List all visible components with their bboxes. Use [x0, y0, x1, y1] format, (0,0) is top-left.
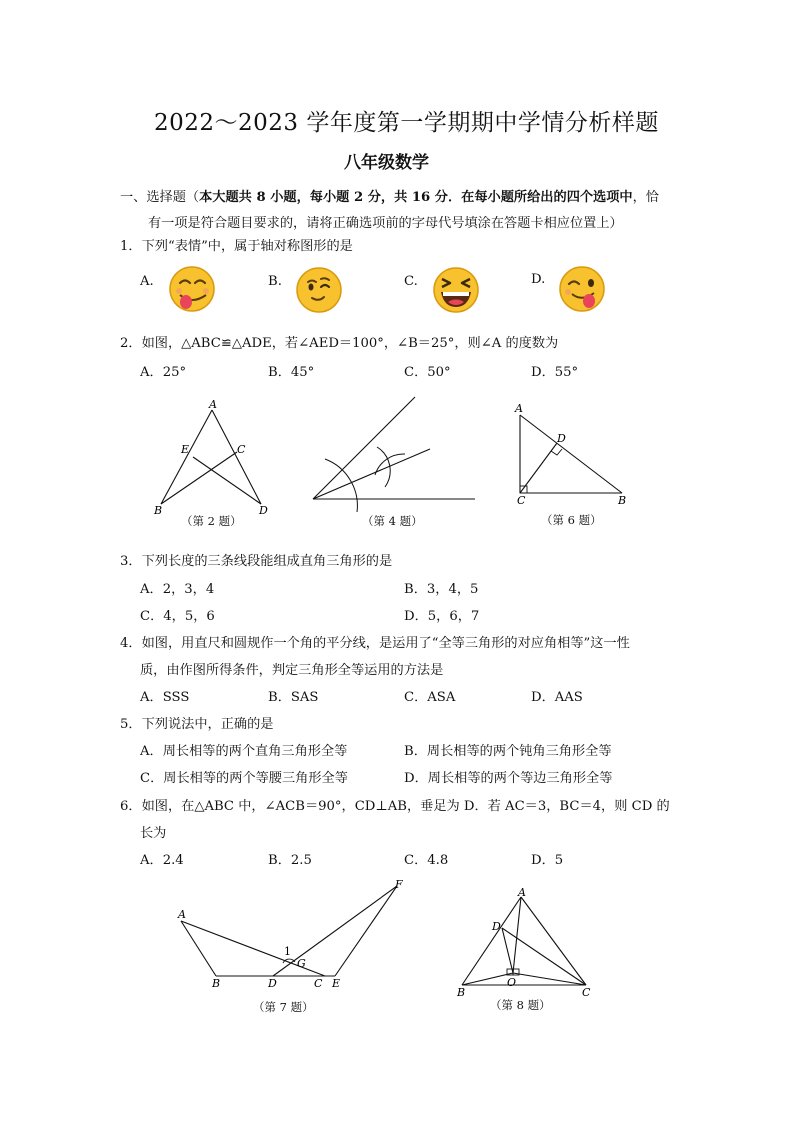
- fig7-label-c: C: [314, 977, 323, 990]
- fig7-label-f: F: [395, 878, 403, 891]
- fig6-label-a: A: [515, 402, 523, 415]
- fig8-caption: （第 8 题）: [490, 998, 551, 1012]
- fig8-label-c: C: [582, 986, 591, 999]
- fig6-caption: （第 6 题）: [541, 513, 602, 527]
- fig8-label-b: B: [457, 986, 466, 999]
- q1-option-a: A.: [140, 274, 154, 289]
- figure-4-diagram: [305, 392, 480, 517]
- fig2-label-c: C: [237, 443, 246, 456]
- q5-option-d: D．周长相等的两个等边三角形全等: [404, 771, 613, 786]
- section-heading-line2: 有一项是符合题目要求的，请将正确选项前的字母代号填涂在答题卡相应位置上）: [148, 216, 623, 231]
- fig7-caption: （第 7 题）: [253, 1000, 314, 1014]
- q6-option-d: D．5: [531, 853, 564, 868]
- page-subtitle: 八年级数学: [344, 153, 429, 173]
- fig7-label-g: G: [297, 957, 306, 970]
- figure-6-diagram: [510, 400, 635, 510]
- q6-option-b: B．2.5: [268, 853, 312, 868]
- q6-option-a: A．2.4: [140, 853, 184, 868]
- fig8-label-d: D: [492, 920, 501, 933]
- fig8-label-a: A: [518, 886, 526, 899]
- fig2-caption: （第 2 题）: [181, 514, 242, 528]
- q5-option-b: B．周长相等的两个钝角三角形全等: [404, 744, 612, 759]
- fig6-label-b: B: [618, 494, 627, 507]
- fig2-label-d: D: [259, 504, 268, 517]
- fig8-label-o: O: [507, 976, 517, 989]
- q3-option-b: B．3，4，5: [404, 582, 479, 597]
- q5-option-a: A．周长相等的两个直角三角形全等: [140, 744, 348, 759]
- q6-option-c: C．4.8: [404, 853, 449, 868]
- fig7-label-a: A: [178, 908, 186, 921]
- q1-option-b: B.: [268, 274, 282, 289]
- q2-option-b: B．45°: [268, 365, 315, 380]
- q2-option-a: A．25°: [140, 365, 187, 380]
- tongue-emoji-icon: [168, 265, 218, 315]
- wink-emoji-icon: [295, 265, 345, 315]
- q6-stem-line1: 6．如图，在△ABC 中，∠ACB＝90°，CD⊥AB，垂足为 D．若 AC＝3，BC＝4，则 CD 的: [120, 799, 670, 814]
- fig6-label-c: C: [517, 494, 526, 507]
- fig4-caption: （第 4 题）: [362, 514, 423, 528]
- tongue-wink-emoji-icon: [558, 265, 608, 315]
- q4-stem-line2: 质，由作图所得条件，判定三角形全等运用的方法是: [140, 663, 444, 678]
- q4-option-b: B．SAS: [268, 690, 319, 705]
- q2-stem: 2．如图，△ABC≌△ADE，若∠AED＝100°，∠B＝25°，则∠A 的度数为: [120, 336, 559, 351]
- fig6-label-d: D: [557, 432, 566, 445]
- q1-option-c: C.: [404, 274, 418, 289]
- q3-option-d: D．5，6，7: [404, 609, 480, 624]
- figure-7-diagram: [170, 876, 410, 996]
- q1-stem: 1．下列“表情”中，属于轴对称图形的是: [120, 239, 353, 254]
- fig7-label-e: E: [332, 977, 341, 990]
- q5-option-c: C．周长相等的两个等腰三角形全等: [140, 771, 348, 786]
- q4-option-c: C．ASA: [404, 690, 456, 705]
- figure-8-diagram: [452, 885, 602, 1000]
- fig7-label-d: D: [268, 977, 277, 990]
- laughing-emoji-icon: [430, 265, 482, 315]
- fig2-label-b: B: [154, 504, 163, 517]
- q1-option-d: D.: [531, 272, 546, 287]
- page-title: 2022～2023 学年度第一学期期中学情分析样题: [154, 110, 659, 136]
- q3-stem: 3．下列长度的三条线段能组成直角三角形的是: [120, 554, 393, 569]
- q6-stem-line2: 长为: [140, 826, 167, 841]
- q4-option-a: A．SSS: [140, 690, 190, 705]
- section-heading: 一、选择题（本大题共 8 小题，每小题 2 分，共 16 分．在每小题所给出的四个选项中，恰: [120, 190, 659, 205]
- fig7-label-angle-1: 1: [284, 945, 291, 958]
- fig7-label-b: B: [212, 977, 221, 990]
- q4-option-d: D．AAS: [531, 690, 583, 705]
- fig2-label-a: A: [209, 398, 217, 411]
- q3-option-a: A．2，3，4: [140, 582, 215, 597]
- figure-2-diagram: [150, 395, 280, 520]
- q4-stem-line1: 4．如图，用直尺和圆规作一个角的平分线，是运用了“全等三角形的对应角相等”这一性: [120, 636, 630, 651]
- q3-option-c: C．4，5，6: [140, 609, 215, 624]
- fig2-label-e: E: [181, 443, 190, 456]
- q2-option-d: D．55°: [531, 365, 579, 380]
- q2-option-c: C．50°: [404, 365, 451, 380]
- q5-stem: 5．下列说法中，正确的是: [120, 717, 274, 732]
